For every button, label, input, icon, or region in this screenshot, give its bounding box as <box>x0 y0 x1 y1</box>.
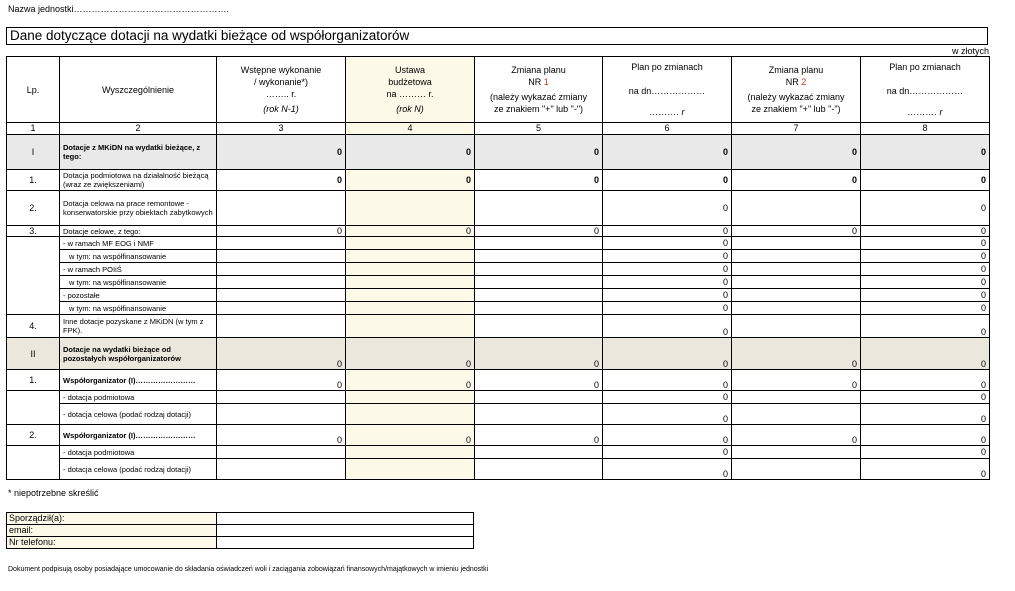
col-header-wyszczegolnienie: Wyszczególnienie <box>60 57 217 123</box>
table-cell-empty[interactable] <box>217 191 346 226</box>
table-cell: 2 <box>60 123 217 135</box>
currency-unit: w złotych <box>951 46 989 56</box>
table-cell: 8 <box>861 123 990 135</box>
table-row <box>7 425 990 446</box>
table-cell-empty[interactable] <box>346 302 475 315</box>
table-cell[interactable]: 0 <box>603 370 732 391</box>
table-cell[interactable]: 0 <box>861 237 990 250</box>
table-cell-empty[interactable] <box>217 263 346 276</box>
table-cell[interactable]: 0 <box>861 135 990 170</box>
table-row <box>7 338 990 370</box>
table-cell[interactable]: 0 <box>861 425 990 446</box>
table-cell: Inne dotacje pozyskane z MKiDN (w tym z FPK). <box>60 315 217 338</box>
table-cell-empty[interactable] <box>217 446 346 459</box>
table-cell[interactable]: 0 <box>732 170 861 191</box>
table-cell-empty[interactable] <box>475 315 603 338</box>
table-cell[interactable]: 0 <box>861 289 990 302</box>
table-cell[interactable]: 0 <box>603 338 732 370</box>
table-cell: 1 <box>7 123 60 135</box>
table-cell[interactable]: 0 <box>603 391 732 404</box>
table-row <box>7 135 990 170</box>
table-cell: II <box>7 338 60 370</box>
table-cell[interactable]: 0 <box>861 404 990 425</box>
table-cell[interactable]: 0 <box>475 170 603 191</box>
table-cell[interactable]: 0 <box>217 425 346 446</box>
table-cell-empty[interactable] <box>346 446 475 459</box>
prepared-by-field[interactable] <box>217 513 474 525</box>
table-cell-empty[interactable] <box>346 237 475 250</box>
table-cell-empty[interactable] <box>732 289 861 302</box>
table-cell[interactable]: 0 <box>603 263 732 276</box>
table-cell[interactable]: 0 <box>346 135 475 170</box>
table-cell[interactable]: 0 <box>861 170 990 191</box>
table-cell-empty[interactable] <box>346 250 475 263</box>
table-cell: - dotacja podmiotowa <box>60 391 217 404</box>
table-cell[interactable]: 0 <box>732 425 861 446</box>
table-cell-empty[interactable] <box>217 237 346 250</box>
table-row <box>7 170 990 191</box>
table-row <box>7 263 990 276</box>
table-cell-empty[interactable] <box>217 250 346 263</box>
table-cell: Dotacje na wydatki bieżące od pozostałych współorganizatorów <box>60 338 217 370</box>
table-row <box>7 315 990 338</box>
prepared-by-label: Sporządził(a): <box>7 513 217 525</box>
table-cell-empty[interactable] <box>732 404 861 425</box>
table-cell-empty[interactable] <box>732 446 861 459</box>
table-cell[interactable]: 0 <box>475 425 603 446</box>
table-cell-empty[interactable] <box>217 289 346 302</box>
table-cell[interactable]: 0 <box>861 263 990 276</box>
table-cell-empty[interactable] <box>732 391 861 404</box>
table-cell[interactable]: 0 <box>732 135 861 170</box>
grants-table <box>6 56 990 480</box>
col-header-8: Plan po zmianach na dn……………… ………. r <box>861 57 990 123</box>
table-cell: 1. <box>7 170 60 191</box>
table-cell[interactable]: 0 <box>217 226 346 237</box>
table-row <box>7 459 990 480</box>
table-cell[interactable]: 0 <box>603 250 732 263</box>
table-cell-empty[interactable] <box>346 191 475 226</box>
col-header-7: Zmiana planu NR 2 (należy wykazać zmiany ze znakiem "+" lub "-") <box>732 57 861 123</box>
email-label: email: <box>7 525 217 537</box>
phone-field[interactable] <box>217 537 474 549</box>
table-cell-empty[interactable] <box>217 404 346 425</box>
table-cell: 2. <box>7 425 60 446</box>
table-cell-empty[interactable] <box>346 263 475 276</box>
table-cell-empty[interactable] <box>475 191 603 226</box>
table-cell[interactable]: 0 <box>475 226 603 237</box>
table-cell-empty[interactable] <box>732 237 861 250</box>
table-cell-empty <box>7 302 60 315</box>
table-cell[interactable]: 0 <box>217 338 346 370</box>
table-cell[interactable]: 0 <box>861 391 990 404</box>
table-cell-empty[interactable] <box>217 302 346 315</box>
table-cell-empty[interactable] <box>475 276 603 289</box>
table-cell[interactable]: 0 <box>861 191 990 226</box>
table-cell: 4. <box>7 315 60 338</box>
table-cell-empty[interactable] <box>732 250 861 263</box>
table-cell[interactable]: 0 <box>603 135 732 170</box>
table-row <box>7 446 990 459</box>
table-cell: 6 <box>603 123 732 135</box>
table-cell: - dotacja celowa (podać rodzaj dotacji) <box>60 404 217 425</box>
table-cell[interactable]: 0 <box>732 370 861 391</box>
table-cell-empty <box>7 391 60 404</box>
table-cell: - dotacja celowa (podać rodzaj dotacji) <box>60 459 217 480</box>
table-cell[interactable]: 0 <box>603 315 732 338</box>
col-header-3: Wstępne wykonanie / wykonanie*) …….. r. (rok N-1) <box>217 57 346 123</box>
table-cell-empty[interactable] <box>217 459 346 480</box>
table-cell[interactable]: 0 <box>217 370 346 391</box>
table-cell-empty[interactable] <box>475 404 603 425</box>
table-cell-empty[interactable] <box>217 391 346 404</box>
table-cell: - dotacja podmiotowa <box>60 446 217 459</box>
table-cell-empty[interactable] <box>475 289 603 302</box>
table-cell: 3 <box>217 123 346 135</box>
table-cell-empty[interactable] <box>346 276 475 289</box>
col-header-6: Plan po zmianach na dn……………… ………. r <box>603 57 732 123</box>
table-cell[interactable]: 0 <box>603 289 732 302</box>
table-row <box>7 276 990 289</box>
table-row <box>7 191 990 226</box>
table-cell[interactable]: 0 <box>861 370 990 391</box>
table-cell-empty[interactable] <box>475 446 603 459</box>
table-cell-empty <box>7 263 60 276</box>
table-cell-empty[interactable] <box>217 315 346 338</box>
table-cell[interactable]: 0 <box>603 404 732 425</box>
table-cell[interactable]: 0 <box>346 338 475 370</box>
table-cell: - pozostałe <box>60 289 217 302</box>
table-cell[interactable]: 0 <box>861 302 990 315</box>
table-cell[interactable]: 0 <box>603 170 732 191</box>
table-cell-empty <box>7 446 60 459</box>
table-cell-empty <box>7 276 60 289</box>
table-cell-empty[interactable] <box>217 276 346 289</box>
table-cell-empty[interactable] <box>732 459 861 480</box>
table-cell[interactable]: 0 <box>603 237 732 250</box>
table-cell[interactable]: 0 <box>861 459 990 480</box>
table-cell-empty[interactable] <box>732 302 861 315</box>
table-cell-empty[interactable] <box>475 391 603 404</box>
table-cell: I <box>7 135 60 170</box>
table-cell[interactable]: 0 <box>475 135 603 170</box>
table-cell[interactable]: 0 <box>346 370 475 391</box>
table-cell: 2. <box>7 191 60 226</box>
col-header-lp: Lp. <box>7 57 60 123</box>
table-cell: w tym: na współfinansowanie <box>60 250 217 263</box>
table-cell: Dotacja podmiotowa na działalność bieżącą (wraz ze zwiększeniami) <box>60 170 217 191</box>
table-cell-empty[interactable] <box>346 391 475 404</box>
table-row <box>7 289 990 302</box>
table-cell: Dotacje celowe, z tego: <box>60 226 217 237</box>
signature-footer-note: Dokument podpisują osoby posiadające umocowanie do składania oświadczeń woli i zaciągania zobowiązań finansowych/majątkowych w imieniu jednostki <box>8 566 489 573</box>
table-cell[interactable]: 0 <box>861 250 990 263</box>
table-cell[interactable]: 0 <box>217 135 346 170</box>
table-cell[interactable]: 0 <box>346 226 475 237</box>
form-title: Dane dotyczące dotacji na wydatki bieżące od współorganizatorów <box>6 27 988 45</box>
email-field[interactable] <box>217 525 474 537</box>
table-cell-empty[interactable] <box>732 276 861 289</box>
table-cell[interactable]: 0 <box>861 446 990 459</box>
table-cell-empty[interactable] <box>475 302 603 315</box>
col-header-5: Zmiana planu NR 1 (należy wykazać zmiany ze znakiem "+" lub "-") <box>475 57 603 123</box>
table-cell-empty[interactable] <box>346 315 475 338</box>
table-cell[interactable]: 0 <box>861 338 990 370</box>
table-cell-empty[interactable] <box>346 459 475 480</box>
table-cell[interactable]: 0 <box>346 170 475 191</box>
table-cell: 7 <box>732 123 861 135</box>
footnote: * niepotrzebne skreślić <box>8 488 99 498</box>
col-header-4: Ustawa budżetowa na ……… r. (rok N) <box>346 57 475 123</box>
table-cell: w tym: na współfinansowanie <box>60 276 217 289</box>
table-cell[interactable]: 0 <box>603 276 732 289</box>
table-cell-empty <box>7 289 60 302</box>
table-cell-empty <box>7 404 60 425</box>
table-cell-empty <box>7 250 60 263</box>
table-cell[interactable]: 0 <box>732 226 861 237</box>
table-cell[interactable]: 0 <box>217 170 346 191</box>
column-number-row <box>7 123 990 135</box>
table-cell: 4 <box>346 123 475 135</box>
table-row <box>7 370 990 391</box>
table-cell[interactable]: 0 <box>603 425 732 446</box>
table-cell-empty[interactable] <box>732 315 861 338</box>
unit-name-label: Nazwa jednostki……………………………………………. <box>8 4 230 14</box>
table-cell[interactable]: 0 <box>603 302 732 315</box>
table-cell[interactable]: 0 <box>603 191 732 226</box>
table-cell-empty <box>7 459 60 480</box>
table-row <box>7 250 990 263</box>
table-cell: - w ramach POIiŚ <box>60 263 217 276</box>
header-row <box>7 57 990 123</box>
table-cell: Dotacja celowa na prace remontowe - konserwatorskie przy obiektach zabytkowych <box>60 191 217 226</box>
table-cell[interactable]: 0 <box>603 446 732 459</box>
table-cell[interactable]: 0 <box>475 338 603 370</box>
table-cell-empty[interactable] <box>346 289 475 302</box>
table-cell: w tym: na współfinansowanie <box>60 302 217 315</box>
table-cell-empty[interactable] <box>732 191 861 226</box>
table-cell-empty[interactable] <box>475 237 603 250</box>
table-row <box>7 391 990 404</box>
table-cell-empty[interactable] <box>475 250 603 263</box>
table-cell[interactable]: 0 <box>346 425 475 446</box>
table-cell: Współorganizator (I)…………………… <box>60 425 217 446</box>
table-row <box>7 226 990 237</box>
table-cell-empty[interactable] <box>346 404 475 425</box>
table-cell-empty[interactable] <box>732 263 861 276</box>
table-cell[interactable]: 0 <box>732 338 861 370</box>
table-cell[interactable]: 0 <box>475 370 603 391</box>
table-row <box>7 404 990 425</box>
table-cell: 1. <box>7 370 60 391</box>
table-cell[interactable]: 0 <box>603 226 732 237</box>
table-cell-empty <box>7 237 60 250</box>
table-cell-empty[interactable] <box>475 459 603 480</box>
table-cell-empty[interactable] <box>475 263 603 276</box>
table-row <box>7 237 990 250</box>
table-cell: 3. <box>7 226 60 237</box>
table-cell: Dotacje z MKiDN na wydatki bieżące, z tego: <box>60 135 217 170</box>
table-cell[interactable]: 0 <box>861 276 990 289</box>
table-cell: - w ramach MF EOG i NMF <box>60 237 217 250</box>
table-cell[interactable]: 0 <box>603 459 732 480</box>
table-cell: 5 <box>475 123 603 135</box>
table-cell[interactable]: 0 <box>861 226 990 237</box>
signature-table <box>6 512 474 549</box>
table-row <box>7 302 990 315</box>
table-cell: Współorganizator (I)…………………… <box>60 370 217 391</box>
phone-label: Nr telefonu: <box>7 537 217 549</box>
table-cell[interactable]: 0 <box>861 315 990 338</box>
